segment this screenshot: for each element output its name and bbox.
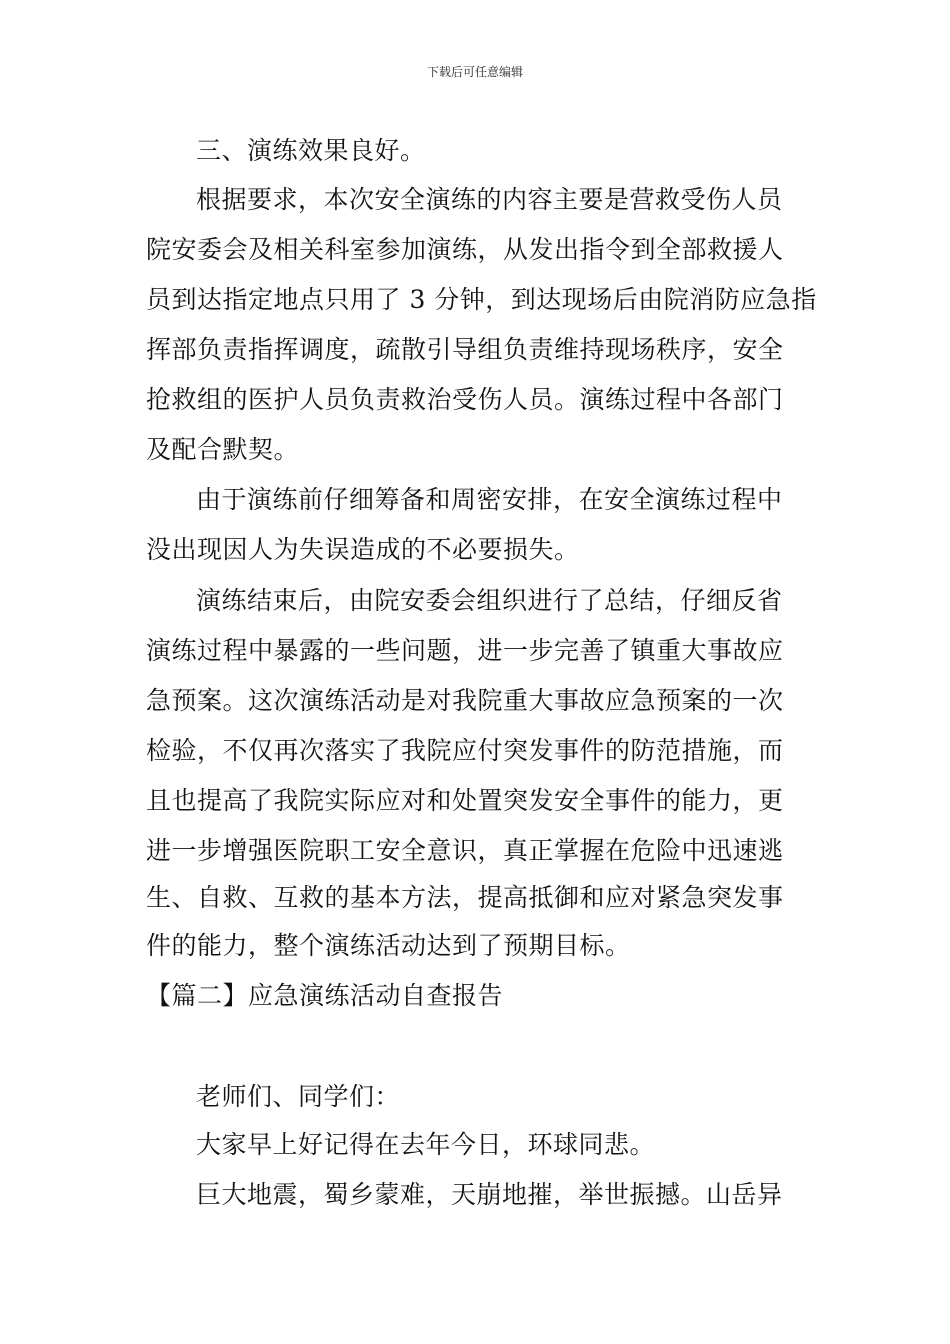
- text-line: 演练过程中暴露的一些问题，进一步完善了镇重大事故应: [146, 636, 784, 665]
- text-line: 院安委会及相关科室参加演练，从发出指令到全部救援人: [146, 235, 784, 264]
- text-line: 大家早上好记得在去年今日，环球同悲。: [196, 1130, 656, 1159]
- text-line: 且也提高了我院实际应对和处置突发安全事件的能力，更: [146, 786, 784, 815]
- text-line: 检验，不仅再次落实了我院应付突发事件的防范措施，而: [146, 736, 784, 765]
- text-line: 件的能力，整个演练活动达到了预期目标。: [146, 931, 631, 960]
- text-line: 进一步增强医院职工安全意识，真正掌握在危险中迅速逃: [146, 836, 784, 865]
- greeting-line: 老师们、同学们：: [196, 1082, 401, 1111]
- text-line: 挥部负责指挥调度，疏散引导组负责维持现场秩序，安全: [146, 335, 784, 364]
- text-line: 演练结束后，由院安委会组织进行了总结，仔细反省: [196, 586, 783, 615]
- text-line: 急预案。这次演练活动是对我院重大事故应急预案的一次: [146, 686, 784, 715]
- text-line: 及配合默契。: [146, 435, 300, 464]
- text-line: 由于演练前仔细筹备和周密安排，在安全演练过程中: [196, 485, 783, 514]
- section-title: 【篇二】应急演练活动自查报告: [146, 981, 504, 1010]
- text-line: 员到达指定地点只用了 3 分钟，到达现场后由院消防应急指: [146, 285, 817, 314]
- text-line: 抢救组的医护人员负责救治受伤人员。演练过程中各部门: [146, 385, 784, 414]
- text-line: 生、自救、互救的基本方法，提高抵御和应对紧急突发事: [146, 883, 784, 912]
- page-header: 下载后可任意编辑: [426, 65, 523, 79]
- paragraph-heading: 三、演练效果良好。: [196, 136, 426, 165]
- text-line: 根据要求，本次安全演练的内容主要是营救受伤人员: [196, 185, 783, 214]
- text-line: 没出现因人为失误造成的不必要损失。: [146, 535, 580, 564]
- text-line: 巨大地震，蜀乡蒙难，天崩地摧，举世振撼。山岳异: [196, 1180, 783, 1209]
